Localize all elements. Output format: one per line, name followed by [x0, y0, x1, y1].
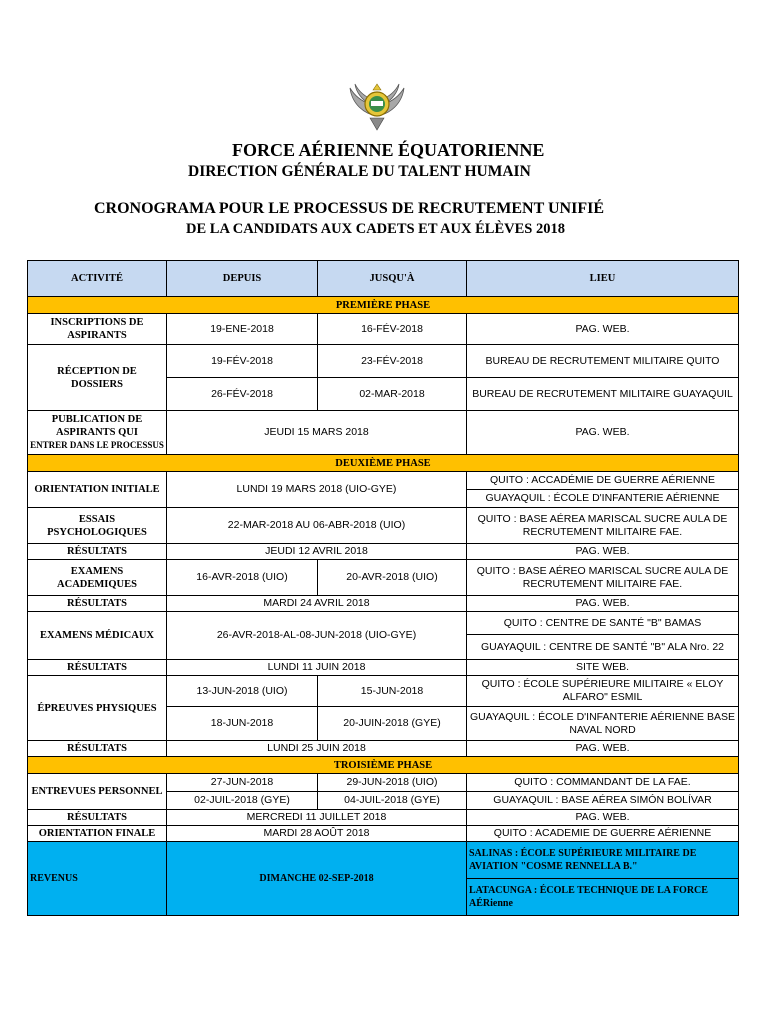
table-row [28, 774, 739, 792]
activity-cell: RÉSULTATS [28, 810, 167, 826]
place-cell: QUITO : ACCADÉMIE DE GUERRE AÉRIENNE [467, 472, 739, 490]
place-cell: PAG. WEB. [467, 411, 739, 455]
from-cell: 27-JUN-2018 [167, 774, 318, 792]
directorate-name: DIRECTION GÉNÉRALE DU TALENT HUMAIN [188, 163, 531, 180]
place-cell: GUAYAQUIL : ÉCOLE D'INFANTERIE AÉRIENNE [467, 490, 739, 508]
to-cell: 04-JUIL-2018 (GYE) [318, 792, 467, 810]
table-row [28, 544, 739, 560]
place-cell: PAG. WEB. [467, 596, 739, 612]
activity-cell: EXAMENS MÉDICAUX [28, 612, 167, 660]
to-cell: 15-JUN-2018 [318, 676, 467, 707]
place-cell: GUAYAQUIL : CENTRE DE SANTÉ "B" ALA Nro. 22 [467, 635, 739, 660]
from-cell: 19-ENE-2018 [167, 314, 318, 345]
activity-line: PUBLICATION DE [51, 414, 143, 425]
table-row [28, 810, 739, 826]
date-cell: JEUDI 12 AVRIL 2018 [167, 544, 467, 560]
phase-row [28, 757, 739, 774]
from-cell: 18-JUN-2018 [167, 707, 318, 741]
table-header-row [28, 261, 739, 297]
activity-line: ASPIRANTS QUI [56, 427, 138, 438]
schedule-table [27, 260, 739, 916]
to-cell: 02-MAR-2018 [318, 378, 467, 411]
table-row [28, 472, 739, 490]
place-cell: GUAYAQUIL : ÉCOLE D'INFANTERIE AÉRIENNE BASE NAVAL NORD [467, 707, 739, 741]
activity-cell: ÉPREUVES PHYSIQUES [28, 676, 167, 741]
place-cell: PAG. WEB. [467, 314, 739, 345]
date-cell: DIMANCHE 02-SEP-2018 [167, 842, 467, 916]
date-cell: JEUDI 15 MARS 2018 [167, 411, 467, 455]
place-cell: QUITO : CENTRE DE SANTÉ "B" BAMAS [467, 612, 739, 635]
phase-row [28, 297, 739, 314]
table-row [28, 411, 739, 455]
table-row [28, 826, 739, 842]
table-row [28, 345, 739, 378]
table-row [28, 842, 739, 879]
table-row [28, 612, 739, 635]
place-cell: PAG. WEB. [467, 544, 739, 560]
activity-line: ENTRER DANS LE PROCESSUS [30, 440, 164, 450]
to-cell: 20-JUIN-2018 (GYE) [318, 707, 467, 741]
from-cell: 26-FÉV-2018 [167, 378, 318, 411]
place-cell: BUREAU DE RECRUTEMENT MILITAIRE QUITO [467, 345, 739, 378]
place-cell: GUAYAQUIL : BASE AÉREA SIMÓN BOLÍVAR [467, 792, 739, 810]
phase-title: DEUXIÈME PHASE [28, 455, 739, 472]
activity-cell: RÉSULTATS [28, 741, 167, 757]
activity-cell: RÉSULTATS [28, 660, 167, 676]
place-cell: PAG. WEB. [467, 810, 739, 826]
table-row [28, 314, 739, 345]
activity-cell: RÉSULTATS [28, 596, 167, 612]
date-cell: 22-MAR-2018 AU 06-ABR-2018 (UIO) [167, 508, 467, 544]
table-row [28, 560, 739, 596]
table-row [28, 596, 739, 612]
activity-cell: ESSAIS PSYCHOLOGIQUES [28, 508, 167, 544]
table-row [28, 676, 739, 707]
activity-cell: ORIENTATION FINALE [28, 826, 167, 842]
date-cell: LUNDI 11 JUIN 2018 [167, 660, 467, 676]
activity-cell: INSCRIPTIONS DE ASPIRANTS [28, 314, 167, 345]
from-cell: 19-FÉV-2018 [167, 345, 318, 378]
document-subtitle: DE LA CANDIDATS AUX CADETS ET AUX ÉLÈVES 2018 [186, 221, 565, 237]
document-title: CRONOGRAMA POUR LE PROCESSUS DE RECRUTEMENT UNIFIÉ [94, 200, 604, 217]
place-cell: BUREAU DE RECRUTEMENT MILITAIRE GUAYAQUIL [467, 378, 739, 411]
column-header: DEPUIS [167, 261, 318, 297]
date-cell: MERCREDI 11 JUILLET 2018 [167, 810, 467, 826]
column-header: LIEU [467, 261, 739, 297]
place-cell: SALINAS : ÉCOLE SUPÉRIEURE MILITAIRE DE AVIATION "COSME RENNELLA B." [467, 842, 739, 879]
to-cell: 29-JUN-2018 (UIO) [318, 774, 467, 792]
activity-cell [28, 411, 167, 455]
column-header: ACTIVITÉ [28, 261, 167, 297]
phase-title: TROISIÈME PHASE [28, 757, 739, 774]
date-cell: MARDI 24 AVRIL 2018 [167, 596, 467, 612]
activity-cell: ENTREVUES PERSONNEL [28, 774, 167, 810]
winged-emblem-icon [346, 76, 408, 138]
table-row [28, 741, 739, 757]
from-cell: 02-JUIL-2018 (GYE) [167, 792, 318, 810]
table-row [28, 660, 739, 676]
place-cell: LATACUNGA : ÉCOLE TECHNIQUE DE LA FORCE AÉRienne [467, 879, 739, 916]
to-cell: 16-FÉV-2018 [318, 314, 467, 345]
activity-cell: REVENUS [28, 842, 167, 916]
date-cell: LUNDI 19 MARS 2018 (UIO-GYE) [167, 472, 467, 508]
place-cell: QUITO : ACADEMIE DE GUERRE AÉRIENNE [467, 826, 739, 842]
table-row [28, 508, 739, 544]
place-cell: QUITO : BASE AÉREA MARISCAL SUCRE AULA DE RECRUTEMENT MILITAIRE FAE. [467, 508, 739, 544]
phase-title: PREMIÈRE PHASE [28, 297, 739, 314]
place-cell: PAG. WEB. [467, 741, 739, 757]
from-cell: 16-AVR-2018 (UIO) [167, 560, 318, 596]
place-cell: QUITO : ÉCOLE SUPÉRIEURE MILITAIRE « ELOY ALFARO" ESMIL [467, 676, 739, 707]
to-cell: 20-AVR-2018 (UIO) [318, 560, 467, 596]
place-cell: QUITO : COMMANDANT DE LA FAE. [467, 774, 739, 792]
phase-row [28, 455, 739, 472]
place-cell: SITE WEB. [467, 660, 739, 676]
to-cell: 23-FÉV-2018 [318, 345, 467, 378]
date-cell: MARDI 28 AOÛT 2018 [167, 826, 467, 842]
from-cell: 13-JUN-2018 (UIO) [167, 676, 318, 707]
column-header: JUSQU'À [318, 261, 467, 297]
place-cell: QUITO : BASE AÉREO MARISCAL SUCRE AULA DE RECRUTEMENT MILITAIRE FAE. [467, 560, 739, 596]
activity-cell: RÉSULTATS [28, 544, 167, 560]
org-name: FORCE AÉRIENNE ÉQUATORIENNE [232, 140, 545, 160]
activity-cell: RÉCEPTION DE DOSSIERS [28, 345, 167, 411]
date-cell: 26-AVR-2018-AL-08-JUN-2018 (UIO-GYE) [167, 612, 467, 660]
activity-cell: EXAMENS ACADEMIQUES [28, 560, 167, 596]
activity-cell: ORIENTATION INITIALE [28, 472, 167, 508]
date-cell: LUNDI 25 JUIN 2018 [167, 741, 467, 757]
